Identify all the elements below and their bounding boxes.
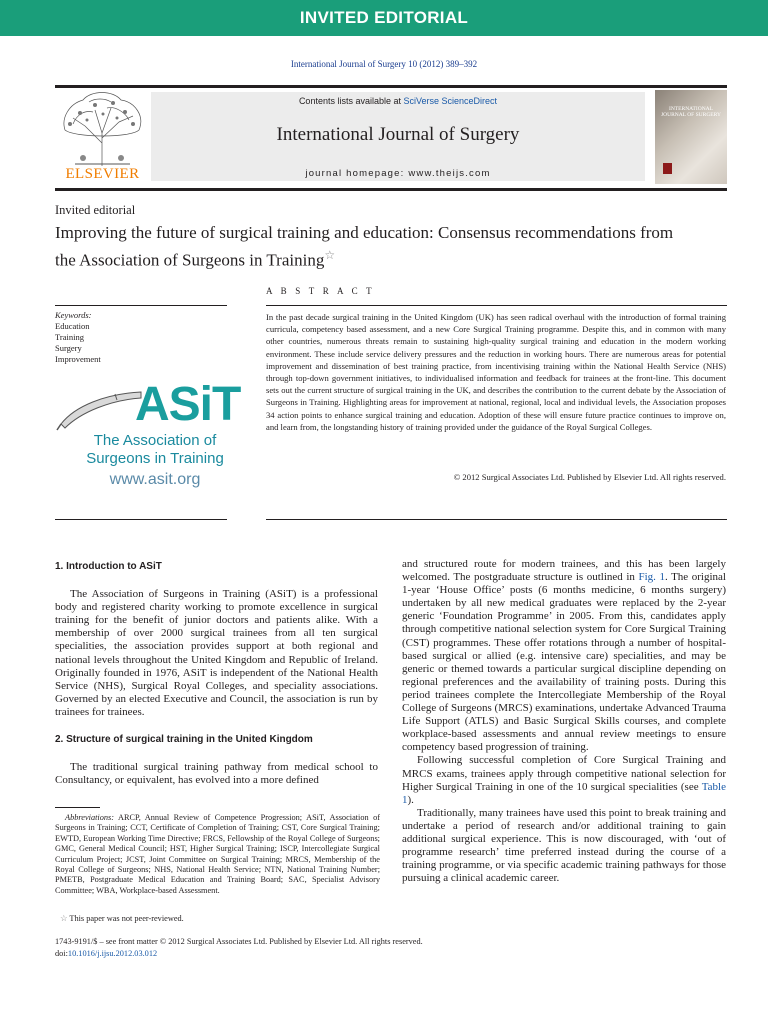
publisher-name: ELSEVIER — [65, 166, 140, 182]
asit-tagline-1: The Association of — [93, 432, 217, 449]
asit-tagline-2: Surgeons in Training — [86, 450, 224, 467]
abbreviations-text: ARCP, Annual Review of Competence Progression; ASiT, Association of Surgeons in Training; CCT, Certificate of Completion of Training; CST, Core Surgical Training; EWTD, European Working Time Directive; FRCS, Fellowship of the Royal College of Surgeons; GMC, General Medical Council; HST, Higher Surgical Training; ISCP, Intercollegiate Surgical Curriculum Project; JCST, Joint Committee on Surgical Training; MRCS, Membership of the Royal College of Surgeons; NHS, National Health Service; NTN, National Training Number; PMETB, Postgraduate Medical Education and Training Board; SAC, Specialist Advisory Committee; WBA, Workplace-based Assessment. — [55, 813, 380, 895]
keywords-bottom-rule — [55, 519, 227, 520]
journal-title: International Journal of Surgery — [276, 124, 520, 145]
abstract-copyright: © 2012 Surgical Associates Ltd. Published by Elsevier Ltd. All rights reserved. — [453, 472, 726, 482]
abbreviations-footnote — [55, 813, 380, 896]
article-title-text: Improving the future of surgical training and education: Consensus recommendations from the Association of Surgeons in Training — [55, 223, 674, 270]
keyword-item: Training — [55, 332, 84, 342]
keyword-item: Education — [55, 321, 90, 331]
section-2-paragraph: The traditional surgical training pathway from medical school to Consultancy, or equivalent, has evolved into a more defined — [55, 761, 378, 787]
keyword-item: Surgery — [55, 343, 82, 353]
elsevier-logo — [55, 88, 150, 188]
journal-citation[interactable]: International Journal of Surgery 10 (2012) 389–392 — [290, 59, 478, 69]
right-paragraph-3: Traditionally, many trainees have used this point to break training and undertake a period of research and/or additional training to gain additional surgical experience. This is now discouraged, with ‘out of programme research’ time preferred instead during the course of a training programme, or via specific academic training pathways for those pursuing a clinical academic career. — [402, 806, 726, 885]
footnote-rule — [55, 807, 100, 808]
paragraph-text: and structured route for modern trainees, and this has been largely welcomed. The postgraduate structure is outlined in — [402, 558, 726, 584]
article-title — [55, 222, 675, 272]
section-2-heading: 2. Structure of surgical training in the United Kingdom — [55, 734, 313, 746]
tree-icon — [55, 88, 150, 168]
cover-title: INTERNATIONAL JOURNAL OF SURGERY — [660, 106, 721, 118]
abstract-text: In the past decade surgical training in the United Kingdom (UK) has seen radical overhaul with the introduction of formal training curricula, competency based assessment, and a new Core Surgical Training programme. Despite this, and in common with many other countries, numerous threats remain to sustaining high-quality surgical training and education in the modern working environment. These include service delivery pressures and the reduction in working hours. There are numerous areas for potential improvement and dissemination of best training practice, from incentivising training within the National Health Service (NHS) through top-down government initiatives, to individualised information and feedback for trainees at the front-line. This document sets out the current structure of surgical training in the UK, and describes the contribution to the current debate by the Association of Surgeons in Training. Highlighting areas for improvement at national, regional, local and individual levels, the Association proposes 34 action points to enhance surgical training and education. Adoption of these will ensure future practice continues to improve on, and learn from, the longstanding history of training provided under the guidance of the Royal Surgical Colleges. — [266, 312, 726, 432]
table-1-link[interactable]: Table 1 — [402, 780, 726, 806]
abstract-bottom-rule — [266, 519, 727, 520]
peer-review-footnote — [55, 913, 184, 923]
right-paragraph-1 — [402, 558, 726, 754]
contents-prefix: Contents lists available at — [298, 96, 401, 106]
invited-editorial-banner: INVITED EDITORIAL — [0, 0, 768, 36]
abstract-heading: A B S T R A C T — [266, 286, 375, 296]
keyword-item: Improvement — [55, 354, 101, 364]
sciencedirect-link[interactable]: SciVerse ScienceDirect — [403, 96, 498, 106]
asit-logo — [55, 378, 241, 495]
doi-prefix: doi: — [55, 949, 68, 958]
keywords-list — [55, 321, 101, 365]
section-1-heading: 1. Introduction to ASiT — [55, 561, 162, 572]
doi-line — [55, 949, 157, 958]
keywords-heading: Keywords: — [55, 310, 92, 320]
scalpel-icon — [55, 384, 145, 434]
journal-cover-image — [655, 90, 727, 184]
abstract-top-rule — [266, 305, 727, 306]
front-matter-line: 1743-9191/$ – see front matter © 2012 Surgical Associates Ltd. Published by Elsevier Ltd. All rights reserved. — [55, 937, 423, 946]
asit-wordmark: ASiT — [135, 378, 241, 431]
paragraph-text: ). — [407, 793, 414, 806]
asit-url[interactable]: www.asit.org — [109, 471, 201, 488]
abbreviations-label: Abbreviations: — [65, 813, 115, 822]
keywords-top-rule — [55, 305, 227, 306]
masthead-center — [151, 92, 645, 181]
doi-link[interactable]: 10.1016/j.ijsu.2012.03.012 — [67, 949, 158, 958]
title-footnote-mark[interactable]: ☆ — [324, 248, 336, 262]
paragraph-text: . The original 1-year ‘House Office’ posts (6 months medicine, 6 months surgery) undertaken by all new medical graduates were replaced by the 2-year generic ‘Foundation Programme’ in 2005. From this, candidates apply through competitive national selection system for Core Surgical Training (CST) programmes. These offer rotations through a number of hospital-based surgical or allied (e.g. intensive care) specialities, and may be generic or themed towards a particular surgical discipline depending on regional preferences and the availability of training posts. During this period trainees complete the Intercollegiate Membership of the Royal College of Surgeons (MRCS) examinations, undertake Advanced Trauma Life Support (ATLS) and Basic Surgical Skills courses, and complete workplace-based assessments and annual review meetings to ensure competency based progression of training. — [402, 571, 726, 754]
left-column — [55, 560, 378, 787]
cover-seal-icon — [663, 163, 672, 174]
section-1-paragraph: The Association of Surgeons in Training (ASiT) is a professional body and registered charity working to promote excellence in surgical training for the benefit of junior doctors and patients alike. With a membership of over 2000 surgical trainees from all ten surgical specialities, the association provides support at both regional and national levels throughout the United Kingdom and Republic of Ireland. Originally founded in 1976, ASiT is independent of the National Health Service (NHS), Surgical Royal Colleges, and speciality associations. Governed by an elected Executive and Council, the association is run by trainees for trainees. — [55, 588, 378, 718]
figure-1-link[interactable]: Fig. 1 — [638, 571, 665, 584]
contents-line — [151, 96, 645, 106]
footnote-mark: ☆ — [60, 914, 68, 923]
right-column — [402, 558, 726, 885]
right-paragraph-2 — [402, 754, 726, 806]
journal-masthead — [55, 85, 727, 191]
journal-homepage[interactable]: journal homepage: www.theijs.com — [305, 168, 491, 179]
paragraph-text: Following successful completion of Core Surgical Training and MRCS exams, trainees apply through competitive national selection for Higher Surgical Training in one of the 10 surgical specialities (see — [402, 754, 726, 793]
peer-review-text: This paper was not peer-reviewed. — [69, 914, 184, 923]
article-type: Invited editorial — [55, 203, 136, 217]
